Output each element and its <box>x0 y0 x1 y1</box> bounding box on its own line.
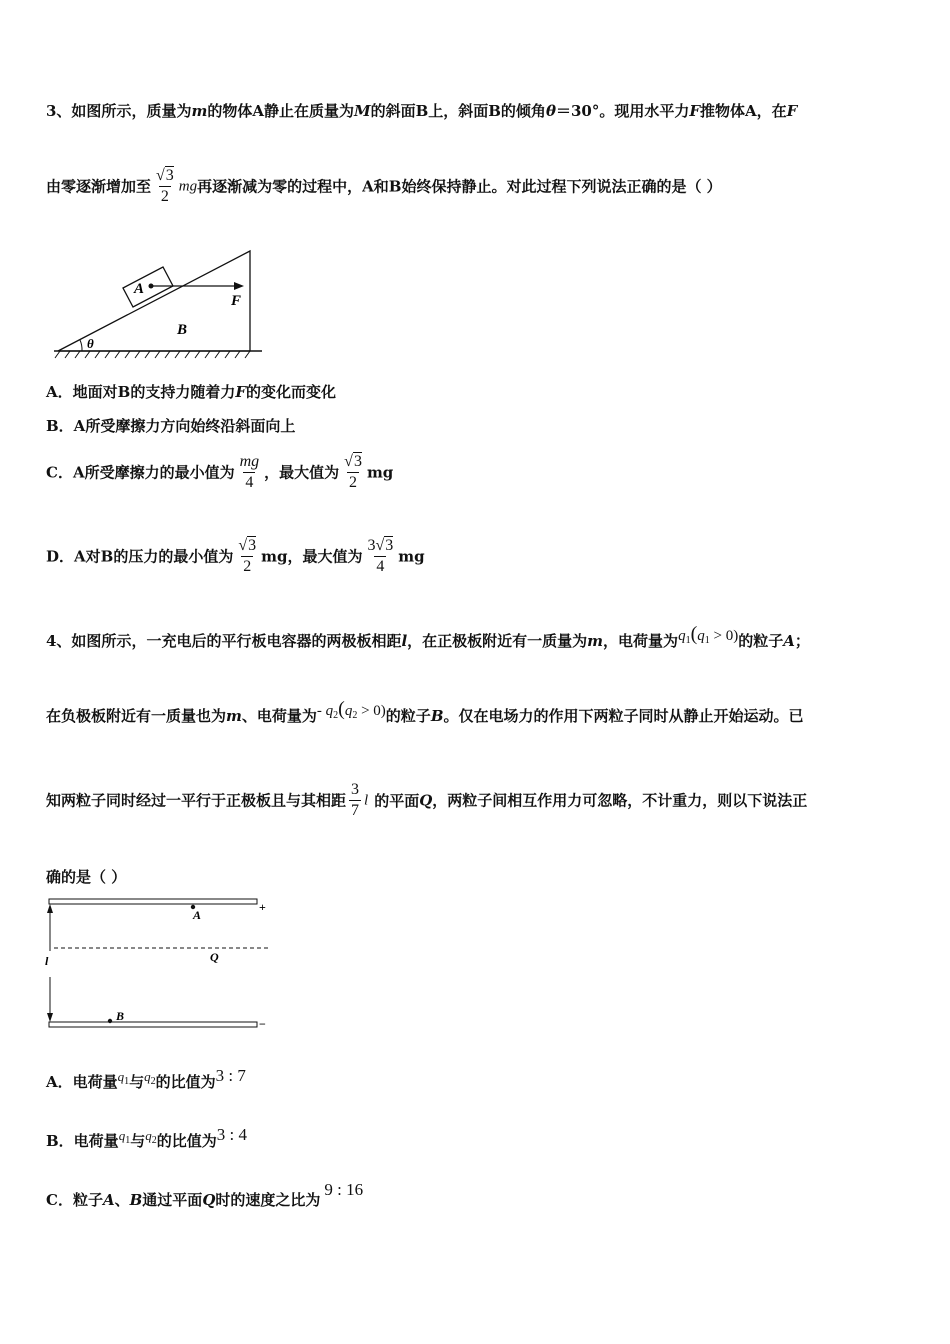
label-l: l <box>45 954 49 968</box>
q2-condition: - $q_2(q_2 > 0)$ <box>316 698 386 721</box>
plus-sign: + <box>259 900 266 914</box>
ratio-value: 3 : 4 <box>216 1125 247 1144</box>
sqrt3-over-2-fraction: $\frac{√3}{2}$ <box>156 167 174 205</box>
q4-stem-line-4: 确的是（ ） <box>46 868 127 886</box>
ratio-value: 9 : 16 <box>324 1180 364 1199</box>
q3-option-A[interactable]: A．地面对B的支持力随着力F的变化而变化 <box>46 383 336 401</box>
label-B: B <box>177 322 188 338</box>
label-A: A <box>134 281 145 297</box>
label-F: F <box>231 293 242 309</box>
q4-stem-line-3: 知两粒子同时经过一平行于正极板且与其相距 $\frac{3}{7}$ l 的平面Q，两粒子间相互作用力可忽略，不计重力，则以下说法正 <box>46 781 808 819</box>
q3-option-C[interactable]: C．A所受摩擦力的最小值为 $\frac{mg}{4}$ ，最大值为 $\frac{√3}{2}$ mg <box>46 453 394 491</box>
q4-capacitor-figure <box>40 893 280 1033</box>
q4-stem-line-2: 在负极板附近有一质量也为m、电荷量为- $q_2(q_2 > 0)$的粒子B。仅在电场力的作用下两粒子同时从静止开始运动。已 <box>46 698 804 725</box>
label-Q: Q <box>210 950 219 964</box>
q4-stem-line-1: 4、如图所示，一充电后的平行板电容器的两极板相距l，在正极板附近有一质量为m，电荷量为$q_1(q_1 > 0)$的粒子A； <box>46 623 810 650</box>
sqrt3-over-2-fraction: $\frac{√3}{2}$ <box>344 453 362 491</box>
label-theta: θ <box>87 336 94 351</box>
q4-option-A[interactable]: A．电荷量$q_1$与$q_2$的比值为3 : 7 <box>46 1066 246 1091</box>
q3-stem-line-2: 由零逐渐增加至 $\frac{√3}{2}$ mg再逐渐减为零的过程中，A和B始终保持静止。对此过程下列说法正确的是（ ） <box>46 167 722 205</box>
label-B: B <box>116 1009 125 1023</box>
sqrt3-over-2-fraction: $\frac{√3}{2}$ <box>238 537 257 575</box>
3-over-7-fraction: $\frac{3}{7}$ <box>351 781 360 819</box>
q3-option-B[interactable]: B．A所受摩擦力方向始终沿斜面向上 <box>46 417 296 435</box>
q3-incline-figure <box>48 245 268 365</box>
q4-option-B[interactable]: B．电荷量$q_1$与$q_2$的比值为3 : 4 <box>46 1125 247 1150</box>
label-A: A <box>193 908 202 922</box>
ratio-value: 3 : 7 <box>215 1066 246 1085</box>
q3-stem-line-1: 3、如图所示，质量为m的物体A静止在质量为M的斜面B上，斜面B的倾角θ＝30°。现用水平力F推物体A，在F <box>46 102 798 120</box>
mg-over-4-fraction: $\frac{mg}{4}$ <box>239 453 260 491</box>
q4-option-C[interactable]: C．粒子A、B通过平面Q时的速度之比为9 : 16 <box>46 1180 364 1209</box>
q1-condition: $q_1(q_1 > 0)$ <box>678 623 739 646</box>
3sqrt3-over-4-fraction: $\frac{3√3}{4}$ <box>367 537 394 575</box>
q3-option-D[interactable]: D．A对B的压力的最小值为 $\frac{√3}{2}$ mg，最大值为 $\frac{3√3}{4}$ mg <box>46 537 425 575</box>
minus-sign: − <box>259 1017 266 1031</box>
